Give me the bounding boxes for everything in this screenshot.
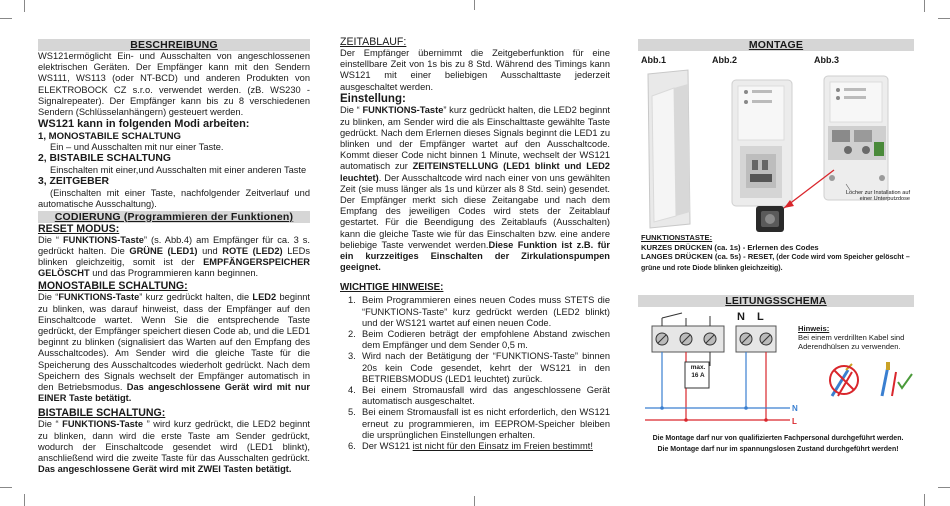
funktionstaste-line2: LANGES DRÜCKEN (ca. 5s) - RESET, (der Code wird vom Speicher gelöscht – grüne und rote Diode blinken gleichzeitig).	[641, 252, 910, 272]
beschreibung-text: WS121ermöglicht Ein- und Ausschalten von angeschlossenen elektrischen Geräten. Der Empfänger kann mit den Sendern WS111, WS113 (oder NT-BCD) und anderen Produkten von ELEKTROBOCK CZ s.r.o. verwendet werden. (zB. WS230 - Signalrepeater). Der Empfänger kann bis zu 8 verschiedenen Sendern (Schlüsselanhängern) gesteuert werden.	[38, 51, 310, 118]
list-item: 4. Bei einem Stromausfall wird das angeschlossene Gerät automatisch ausgeschaltet.	[348, 384, 610, 407]
abb1-label: Abb.1	[641, 55, 667, 65]
zeitablauf-text: Der Empfänger übernimmt die Zeitgeberfunktion für eine einstellbare Zeit von 1s bis zu 8 Std. Während des Timings kann WS121 mit einer beliebigen Ausschalttaste jederzeit ausgeschaltet werden.	[340, 48, 610, 92]
list-item: 6. Der WS121 ist nicht für den Einsatz im Freien bestimmt!	[348, 441, 593, 451]
modi-heading: WS121 kann in folgenden Modi arbeiten:	[38, 118, 250, 131]
wire-l-label: L	[792, 417, 797, 426]
funktionstaste-line1: KURZES DRÜCKEN (ca. 1s) - Erlernen des Codes	[641, 242, 819, 252]
hinweise-list	[340, 295, 610, 452]
crop-mark	[938, 18, 950, 19]
beschreibung-heading: BESCHREIBUNG	[38, 39, 310, 51]
montage-illustration	[638, 66, 918, 234]
montage-heading: MONTAGE	[638, 39, 914, 51]
mode-3-title: 3, ZEITGEBER	[38, 176, 110, 188]
list-item: 2. Beim Codieren beträgt der empfohlene Abstand zwischen dem Empfänger und dem Sender 0,5 m.	[348, 328, 610, 351]
leitungsschema-heading: LEITUNGSSCHEMA	[638, 295, 914, 307]
funktionstaste-block	[641, 233, 917, 273]
footer-notes	[638, 434, 918, 455]
zeitablauf-heading: ZEITABLAUF:	[340, 36, 407, 48]
column-left	[38, 36, 310, 475]
mono-text: Die “FUNKTIONS-Taste” kurz gedrückt halten, die LED2 beginnt zu blinken, was darauf hinweist, dass der Empfänger auf den Einschaltcode wartet. Wenn Sie die entsprechende Taste gedrückt, der Empfänger speichert diesen Code ab, und die LED1 beginnt zu blinken (signalisiert das Warten auf den Empfang des Ausschaltcodes). Am Sender wird die gleiche Taste für die Speicherung des Ausschaltcodes wiederholt gedrückt. Nach dem Speichern des Signals wechselt der Empfänger automatisch in den Betriebsmodus. Das angeschlossene Gerät wird mit nur EINER Taste betätigt.	[38, 292, 310, 404]
footer-line-1: Die Montage darf nur von qualifizierten Fachpersonal durchgeführt werden.	[652, 435, 904, 442]
mode-2-text: Einschalten mit einer,und Ausschalten mit einer anderen Taste	[50, 164, 307, 175]
hinweise-heading: WICHTIGE HINWEISE:	[340, 282, 444, 294]
wrong-cable-icon	[830, 364, 858, 396]
crop-mark	[924, 0, 925, 12]
abb2-label: Abb.2	[712, 55, 738, 65]
bi-heading: BISTABILE SCHALTUNG:	[38, 407, 166, 420]
column-middle	[340, 36, 610, 452]
funktionstaste-heading: FUNKTIONSTASTE:	[641, 233, 713, 242]
crop-mark	[474, 496, 475, 506]
crop-mark	[0, 487, 12, 488]
hinweis-box	[798, 324, 914, 351]
codierung-heading: CODIERUNG (Programmieren der Funktionen)	[38, 211, 310, 223]
mode-1-text: Ein – und Ausschalten mit nur einer Taste.	[50, 141, 224, 152]
crop-mark	[938, 487, 950, 488]
mode-2-title: 2, BISTABILE SCHALTUNG	[38, 152, 171, 164]
fuse-label: max. 16 A	[690, 364, 706, 379]
cable-ferrule-illustration	[826, 360, 916, 400]
mono-heading: MONOSTABILE SCHALTUNG:	[38, 280, 188, 293]
reset-heading: RESET MODUS:	[38, 222, 120, 235]
list-item: 1. Beim Programmieren eines neuen Codes muss STETS die “FUNKTIONS-Taste” kurz gedrückt werden (LED2 blinkt) und der WS121 wartet auf einen neuen Code.	[348, 295, 610, 328]
device-open-image	[824, 76, 888, 200]
crop-mark	[0, 18, 12, 19]
function-button-image	[756, 206, 784, 232]
reset-text: Die “ FUNKTIONS-Taste” (s. Abb.4) am Empfänger für ca. 3 s. gedrückt halten. Die GRÜNE (LED1) und ROTE (LED2) LEDs blinken gleichzeitig, somit ist der EMPFÄNGERSPEICHER GELÖSCHT und das Programmieren kann beginnen.	[38, 234, 310, 279]
list-item: 5. Bei einem Stromausfall ist es nicht erforderlich, den WS121 erneut zu programmieren, im EEPROM-Speicher bleiben die ursprünglichen Einstellungen erhalten.	[348, 407, 610, 440]
hinweis-text: Bei einem verdrillten Kabel sind Aderendhülsen zu verwenden.	[798, 333, 905, 351]
crop-mark	[24, 494, 25, 506]
mode-1-title: 1, MONOSTABILE SCHALTUNG	[38, 130, 182, 142]
einstellung-heading: Einstellung:	[340, 92, 406, 105]
terminal-n-label: N	[737, 311, 745, 323]
wiring-diagram	[640, 310, 810, 432]
device-cover-image	[648, 70, 690, 228]
abb3-label: Abb.3	[814, 55, 840, 65]
terminal-l-label: L	[757, 311, 764, 323]
device-front-image	[732, 80, 792, 206]
footer-line-2: Die Montage darf nur im spannungslosen Zustand durchgeführt werden!	[657, 445, 899, 453]
list-item: 3. Wird nach der Betätigung der “FUNKTIONS-Taste” binnen 20s kein Code gesendet, kehrt der WS121 in den BETRIEBSMODUS (LED1 leuchtet) zurück.	[348, 351, 610, 384]
crop-mark	[924, 494, 925, 506]
wire-n-label: N	[792, 404, 798, 413]
hinweis-heading: Hinweis:	[798, 324, 830, 333]
crop-mark	[474, 0, 475, 10]
crop-mark	[24, 0, 25, 12]
loecher-note: Löcher zur Installation auf einer Unterputzdose	[845, 190, 910, 203]
bi-text: Die “ FUNKTIONS-Taste ” wird kurz gedrückt, die LED2 beginnt zu blinken, dann wird die erste Taste am Sender gedrückt, wodurch der Einschaltcode gesendet wird (LED1 blinkt), anschließend wird die zweite Taste für das Ausschalten gedrückt. Das angeschlossene Gerät wird mit ZWEI Tasten betätigt.	[38, 419, 310, 475]
mode-3-text: (Einschalten mit einer Taste, nachfolgender Zeitverlauf und automatische Ausschaltung).	[38, 188, 310, 210]
correct-cable-icon	[882, 362, 912, 396]
einstellung-text: Die “ FUNKTIONS-Taste” kurz gedrückt halten, die LED2 beginnt zu blinken, am Sender wird die als Einschalttaste gewählte Taste gedrückt. Nach dem Erlernen dieses Signals beginnt die LED1 zu blinken und der Empfänger wartet auf den Ausschaltcode. Kommt dieser Code nicht binnen 1 Minute, wechselt der WS121 automatisch zur ZEITEINSTELLUNG (LED1 blinkt und LED2 leuchtet). Der Ausschaltcode wird nach einer von uns gewählten Zeit (sie muss länger als 1s und kürzer als 8 Std. sein) gesendet. Der Empfänger merkt sich diese Zeitangabe und nach dem Empfang des jeweiligen Codes wird stets der Zeitablauf gestartet. Für die Beendigung des Zeitablaufs (Ausschalten) kann die gleiche Taste wie für das Einschalten bzw. eine andere beliebige Taste verwendet werden.Diese Funktion ist z.B. für ein kurzzeitiges Einschalten der Zirkulationspumpen geeignet.	[340, 105, 610, 273]
